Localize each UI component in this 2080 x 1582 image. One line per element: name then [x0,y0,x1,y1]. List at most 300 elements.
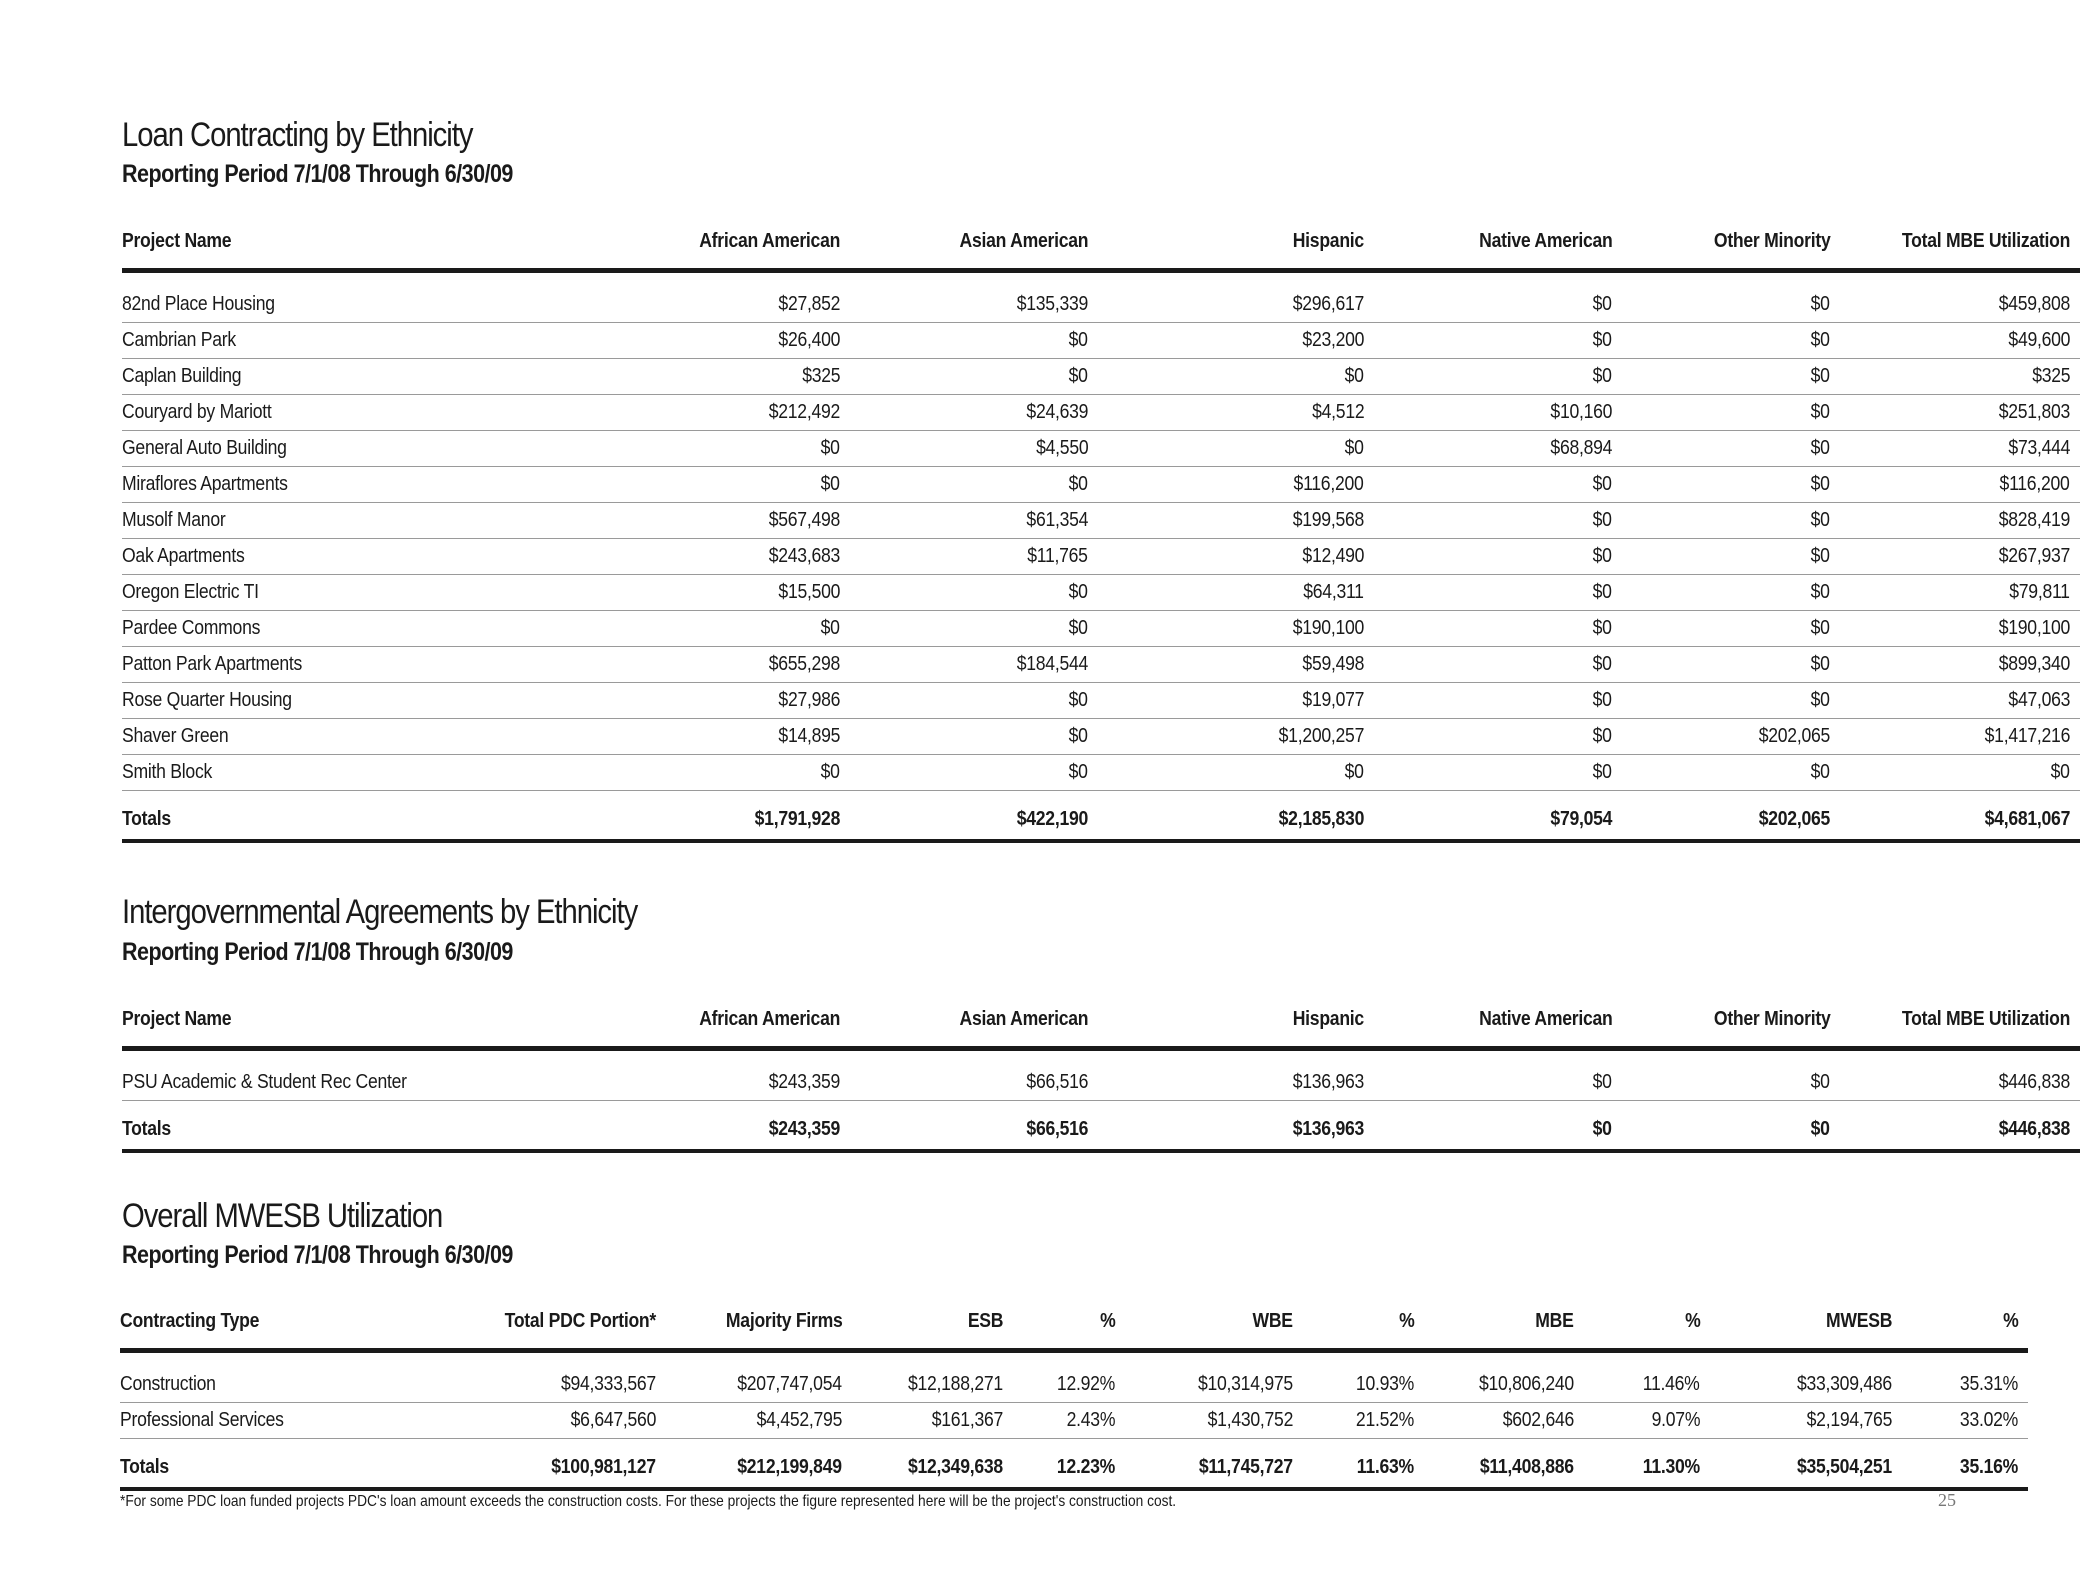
totals-value-text: $35,504,251 [1797,1455,1892,1478]
column-header-text: Project Name [122,230,232,252]
row-value-text: 33.02% [1959,1409,2018,1431]
row-value-text: $59,498 [1302,653,1364,675]
row-value [602,1065,850,1101]
row-value [1840,359,2080,395]
row-value-text: 21.52% [1355,1409,1414,1431]
column-header [1902,1306,2028,1351]
totals-row [122,791,2080,842]
row-value-text: $602,646 [1502,1409,1574,1431]
table-row [122,1065,2080,1101]
column-header [122,226,602,271]
row-label [122,539,602,575]
column-header [602,1004,850,1049]
row-value [1125,1367,1303,1403]
column-header-text: Other Minority [1713,230,1830,252]
totals-value-text: $446,838 [1998,1117,2070,1140]
column-header [1098,1004,1374,1049]
column-header [1303,1306,1424,1351]
row-label [122,359,602,395]
totals-value-text: $66,516 [1026,1117,1088,1140]
row-label-text: 82nd Place Housing [122,293,275,315]
row-value-text: $94,333,567 [561,1373,656,1395]
row-value [1013,1403,1125,1439]
column-header-text: Contracting Type [120,1310,260,1332]
column-header-text: WBE [1252,1310,1293,1332]
totals-value-text: $243,359 [768,1117,840,1140]
row-value [1622,503,1840,539]
column-header-text: Other Minority [1713,1008,1830,1030]
row-label [122,503,602,539]
row-value-text: $79,811 [2009,581,2070,603]
row-value [1098,755,1374,791]
totals-label-text: Totals [122,1117,171,1140]
row-value-text: $6,647,560 [570,1409,656,1431]
totals-value-text: $100,981,127 [551,1455,656,1478]
row-value [1840,683,2080,719]
totals-label-text: Totals [120,1455,169,1478]
row-value [850,395,1098,431]
row-value [1098,323,1374,359]
row-value [1840,431,2080,467]
row-value [850,611,1098,647]
row-value [1840,755,2080,791]
row-value [1840,611,2080,647]
page-number: 25 [1938,1490,1956,1510]
row-value-text: $161,367 [931,1409,1003,1431]
row-value-text: $135,339 [1016,293,1088,315]
row-value [1622,755,1840,791]
row-value-text: $61,354 [1026,509,1088,531]
totals-value [1622,791,1840,842]
row-value [1424,1367,1584,1403]
row-value-text: $267,937 [1998,545,2070,567]
row-value-text: $655,298 [768,653,840,675]
row-value-text: $116,200 [1293,473,1364,495]
row-value-text: $0 [1810,617,1830,639]
row-value-text: $0 [820,761,840,783]
column-header [666,1306,852,1351]
row-value [1098,1065,1374,1101]
row-value-text: $66,516 [1026,1071,1088,1093]
row-value-text: $19,077 [1302,689,1364,711]
row-value-text: $0 [1810,473,1830,495]
column-header [1013,1306,1125,1351]
row-value [1374,683,1622,719]
row-value-text: $0 [1592,329,1612,351]
table-row [120,1367,2028,1403]
loan-subtitle: Reporting Period 7/1/08 Through 6/30/09 [122,160,513,188]
row-value [850,1065,1098,1101]
totals-value [850,1101,1098,1152]
row-value-text: $14,895 [778,725,840,747]
row-value-text: $0 [1344,437,1364,459]
column-header [602,226,850,271]
column-header [850,226,1098,271]
row-value [602,683,850,719]
row-label [122,287,602,323]
footnote: *For some PDC loan funded projects PDC's loan amount exceeds the construction costs. For these projects the figure represented here will be the project's construction cost. [120,1493,1177,1510]
row-label-text: Couryard by Mariott [122,401,272,423]
table-row [122,719,2080,755]
row-value-text: $68,894 [1550,437,1612,459]
row-value [1622,539,1840,575]
row-label [122,611,602,647]
row-value-text: $828,419 [1998,509,2070,531]
row-value [850,359,1098,395]
row-value [1303,1367,1424,1403]
row-value-text: $136,963 [1292,1071,1364,1093]
column-header-text: % [1398,1310,1414,1332]
row-value [1622,647,1840,683]
totals-value [1098,791,1374,842]
column-header-text: African American [699,1008,840,1030]
totals-value [852,1439,1013,1490]
row-value [1902,1403,2028,1439]
row-value [1098,719,1374,755]
row-value [850,755,1098,791]
row-value-text: $49,600 [2008,329,2070,351]
row-label-text: General Auto Building [122,437,287,459]
row-label-text: PSU Academic & Student Rec Center [122,1071,407,1093]
row-value [1374,539,1622,575]
row-value-text: $0 [1344,761,1364,783]
iga-title: Intergovernmental Agreements by Ethnicity [122,893,638,931]
row-value [602,539,850,575]
column-header-text: MBE [1535,1310,1574,1332]
table-row [120,1403,2028,1439]
totals-value-text: $202,065 [1758,807,1830,830]
row-value [850,683,1098,719]
row-value-text: $12,490 [1302,545,1364,567]
totals-value-text: $79,054 [1550,807,1612,830]
row-value-text: 12.92% [1056,1373,1115,1395]
row-label [122,683,602,719]
row-value-text: 35.31% [1959,1373,2018,1395]
row-value [1710,1403,1902,1439]
row-value-text: $27,852 [778,293,840,315]
header-row [122,1004,2080,1049]
mwesb-subtitle: Reporting Period 7/1/08 Through 6/30/09 [122,1241,513,1269]
row-value-text: $0 [1810,365,1830,387]
table-row [122,467,2080,503]
row-value-text: $0 [820,437,840,459]
totals-value [1840,1101,2080,1152]
header-row [122,226,2080,271]
row-value [1622,323,1840,359]
row-value [1098,431,1374,467]
row-value-text: $10,314,975 [1198,1373,1293,1395]
row-value-text: $2,194,765 [1806,1409,1892,1431]
totals-value [1098,1101,1374,1152]
row-value [1622,431,1840,467]
row-label [122,395,602,431]
row-value-text: $0 [1810,545,1830,567]
row-value-text: $184,544 [1016,653,1088,675]
row-value [1840,539,2080,575]
table-row [122,395,2080,431]
row-value-text: $0 [1068,725,1088,747]
row-value-text: $4,512 [1311,401,1364,423]
row-value [1584,1367,1710,1403]
row-value-text: $0 [1068,581,1088,603]
column-header-text: Total MBE Utilization [1901,1008,2070,1030]
row-value [1840,719,2080,755]
totals-value-text: $136,963 [1292,1117,1364,1140]
row-value-text: $10,160 [1550,401,1612,423]
column-header-text: Project Name [122,1008,232,1030]
row-value-text: $10,806,240 [1479,1373,1574,1395]
row-value-text: $0 [1592,653,1612,675]
row-value [850,539,1098,575]
row-value [602,323,850,359]
table-row [122,539,2080,575]
table-row [122,647,2080,683]
totals-value [1710,1439,1902,1490]
row-value [850,503,1098,539]
column-header [1374,1004,1622,1049]
row-value [1424,1403,1584,1439]
column-header [1424,1306,1584,1351]
column-header [1710,1306,1902,1351]
row-value-text: 2.43% [1066,1409,1115,1431]
column-header [1622,226,1840,271]
row-value-text: $0 [1810,653,1830,675]
column-header-text: Native American [1478,230,1612,252]
loan-title: Loan Contracting by Ethnicity [122,116,473,154]
row-value-text: $0 [1810,293,1830,315]
row-value [1098,647,1374,683]
totals-value-text: $0 [1810,1117,1830,1140]
row-value [1374,467,1622,503]
row-value [602,719,850,755]
row-value [850,647,1098,683]
column-header-text: Native American [1478,1008,1612,1030]
column-header [1622,1004,1840,1049]
row-value-text: $243,683 [768,545,840,567]
totals-row [122,1101,2080,1152]
row-value-text: $446,838 [1998,1071,2070,1093]
row-value [1374,323,1622,359]
column-header [1125,1306,1303,1351]
row-value [850,323,1098,359]
row-value-text: $0 [1068,473,1088,495]
row-label [122,431,602,467]
totals-value-text: 12.23% [1056,1455,1115,1478]
column-header [122,1004,602,1049]
row-value-text: 10.93% [1355,1373,1414,1395]
totals-value [1424,1439,1584,1490]
row-value [850,719,1098,755]
row-value [1710,1367,1902,1403]
row-value [1098,395,1374,431]
mwesb-table [120,1306,2028,1491]
row-value [852,1403,1013,1439]
row-label [122,755,602,791]
row-label [120,1367,420,1403]
row-value [1374,287,1622,323]
column-header [120,1306,420,1351]
row-value [420,1403,666,1439]
row-value-text: $0 [1592,509,1612,531]
row-value [1098,503,1374,539]
row-value-text: $73,444 [2008,437,2070,459]
column-header [852,1306,1013,1351]
row-value [1840,647,2080,683]
totals-value-text: 35.16% [1959,1455,2018,1478]
table-row [122,575,2080,611]
row-value-text: $27,986 [778,689,840,711]
column-header-text: ESB [967,1310,1003,1332]
table-row [122,359,2080,395]
row-value [1374,719,1622,755]
row-value [1098,683,1374,719]
row-value-text: $207,747,054 [737,1373,842,1395]
row-value-text: $199,568 [1292,509,1364,531]
row-value [1622,287,1840,323]
row-label-text: Musolf Manor [122,509,226,531]
row-value-text: $15,500 [778,581,840,603]
totals-value-text: $212,199,849 [737,1455,842,1478]
row-value [1098,467,1374,503]
totals-value-text: $4,681,067 [1984,807,2070,830]
row-value [850,575,1098,611]
row-value [1374,359,1622,395]
totals-value [1125,1439,1303,1490]
row-value-text: $0 [1810,689,1830,711]
row-value-text: $251,803 [1998,401,2070,423]
row-value-text: $1,430,752 [1207,1409,1293,1431]
row-label [122,575,602,611]
row-value [1374,395,1622,431]
row-value-text: $0 [1810,509,1830,531]
table-row [122,611,2080,647]
row-value [850,287,1098,323]
column-header [1584,1306,1710,1351]
totals-value-text: $2,185,830 [1278,807,1364,830]
row-label-text: Cambrian Park [122,329,236,351]
row-value [1622,359,1840,395]
column-header-text: MWESB [1825,1310,1892,1332]
row-value [1013,1367,1125,1403]
row-value [602,359,850,395]
row-value [1840,323,2080,359]
totals-value-text: $422,190 [1016,807,1088,830]
column-header-text: Hispanic [1292,1008,1364,1030]
column-header-text: Majority Firms [725,1310,842,1332]
header-row [120,1306,2028,1351]
table-row [122,431,2080,467]
row-value [1840,575,2080,611]
row-value-text: $64,311 [1303,581,1364,603]
column-header [1374,226,1622,271]
row-value-text: $0 [2050,761,2070,783]
row-value-text: $459,808 [1998,293,2070,315]
row-value-text: $0 [1344,365,1364,387]
spacer-row [122,271,2080,288]
totals-value [666,1439,852,1490]
totals-value [1840,791,2080,842]
row-value-text: $190,100 [1998,617,2070,639]
row-value-text: $0 [820,617,840,639]
row-value-text: $26,400 [778,329,840,351]
totals-value [1374,791,1622,842]
row-value-text: $0 [1592,473,1612,495]
row-label-text: Construction [120,1373,216,1395]
row-value [602,395,850,431]
row-value-text: $33,309,486 [1797,1373,1892,1395]
row-value-text: $0 [820,473,840,495]
column-header-text: % [2002,1310,2018,1332]
row-value-text: $0 [1810,1071,1830,1093]
row-value [1840,395,2080,431]
totals-value [602,1101,850,1152]
row-value [1902,1367,2028,1403]
totals-value [602,791,850,842]
row-label [122,1065,602,1101]
row-value [1374,755,1622,791]
row-value-text: $0 [1592,365,1612,387]
totals-value-text: $0 [1592,1117,1612,1140]
row-value [1622,683,1840,719]
totals-value-text: 11.30% [1642,1455,1700,1478]
row-value [1840,503,2080,539]
column-header [1098,226,1374,271]
mwesb-title: Overall MWESB Utilization [122,1197,443,1235]
totals-value-text: $11,408,886 [1479,1455,1574,1478]
row-value-text: $190,100 [1292,617,1364,639]
row-value [1584,1403,1710,1439]
row-value [1303,1403,1424,1439]
column-header-text: African American [699,230,840,252]
row-value [602,431,850,467]
row-value-text: $4,550 [1035,437,1088,459]
iga-subtitle: Reporting Period 7/1/08 Through 6/30/09 [122,938,513,966]
row-value [666,1367,852,1403]
totals-value [1374,1101,1622,1152]
spacer-row [120,1351,2028,1368]
row-value [850,431,1098,467]
row-value [1098,539,1374,575]
totals-value [850,791,1098,842]
row-label-text: Smith Block [122,761,213,783]
row-label [120,1403,420,1439]
row-value [602,575,850,611]
table-row [122,323,2080,359]
row-label-text: Patton Park Apartments [122,653,303,675]
row-label-text: Oak Apartments [122,545,245,567]
row-value-text: $47,063 [2008,689,2070,711]
row-value-text: $212,492 [768,401,840,423]
row-value-text: $0 [1810,401,1830,423]
totals-value [1303,1439,1424,1490]
column-header-text: % [1099,1310,1115,1332]
row-value-text: $0 [1068,365,1088,387]
row-label-text: Miraflores Apartments [122,473,288,495]
column-header [420,1306,666,1351]
column-header-text: Total PDC Portion* [504,1310,656,1332]
row-value [666,1403,852,1439]
row-value [1840,467,2080,503]
row-value [850,467,1098,503]
row-value-text: $243,359 [768,1071,840,1093]
column-header [850,1004,1098,1049]
row-value-text: $1,417,216 [1984,725,2070,747]
row-value-text: 11.46% [1643,1373,1700,1395]
row-value-text: $0 [1068,689,1088,711]
row-value-text: $0 [1592,545,1612,567]
row-value-text: $0 [1592,761,1612,783]
row-value [1098,611,1374,647]
